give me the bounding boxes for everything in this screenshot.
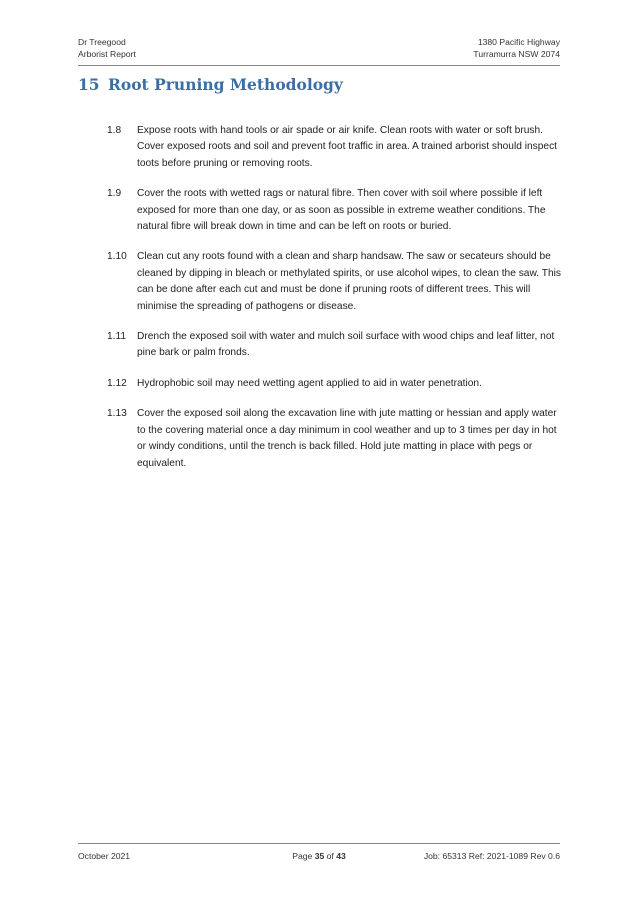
list-item-text: Expose roots with hand tools or air spade or air knife. Clean roots with water or soft brush. Cover exposed roots and soil and prevent foot traffic in area. A trained arborist should inspect toots before pruning or removing roots. xyxy=(137,125,558,169)
footer-page-current: 35 xyxy=(314,851,325,861)
list-item xyxy=(107,376,562,392)
header-report-type: Arborist Report xyxy=(78,48,136,59)
list-item-number: 1.8 xyxy=(107,125,122,136)
list-item xyxy=(107,123,562,172)
list-item-number: 1.13 xyxy=(107,408,127,420)
list-item-text: Drench the exposed soil with water and mulch soil surface with wood chips and leaf litter, not pine bark or palm fronds. xyxy=(137,331,555,359)
numbered-list xyxy=(107,123,562,486)
footer-page-prefix: Page xyxy=(292,851,313,861)
list-item-number: 1.9 xyxy=(107,188,122,200)
list-item xyxy=(107,249,562,315)
header-address-street: 1380 Pacific Highway xyxy=(477,37,560,47)
section-title: Root Pruning Methodology xyxy=(108,75,343,94)
footer-date: October 2021 xyxy=(78,851,131,861)
header-author: Dr Treegood xyxy=(78,37,126,47)
footer-page-of: of xyxy=(326,851,334,861)
footer-job-ref: Job: 65313 Ref: 2021-1089 Rev 0.6 xyxy=(423,851,560,861)
section-heading xyxy=(78,75,343,94)
section-number: 15 xyxy=(78,75,100,94)
header-left xyxy=(78,37,136,60)
footer-page-total: 43 xyxy=(336,851,346,861)
list-item-number: 1.10 xyxy=(107,251,127,263)
list-item xyxy=(107,186,562,235)
list-item-text: Cover the roots with wetted rags or natural fibre. Then cover with soil where possible if left exposed for more than one day, or as soon as possible in extreme weather conditions. The natural fibre will break down in time and can be left on roots or buried. xyxy=(137,188,546,233)
list-item xyxy=(107,329,562,362)
list-item-number: 1.11 xyxy=(107,331,127,343)
list-item xyxy=(107,406,562,472)
header-address-suburb: Turramurra NSW 2074 xyxy=(473,48,560,59)
list-item-number: 1.12 xyxy=(107,377,127,389)
list-item-text: Clean cut any roots found with a clean and sharp handsaw. The saw or secateurs should be cleaned by dipping in bleach or methylated spirits, or use alcohol wipes, to clean the saw. This can be done after each cut and must be done if pruning roots of different trees. This will minimise the spreading of pathogens or disease. xyxy=(137,251,561,312)
header-right xyxy=(473,37,560,60)
list-item-text: Hydrophobic soil may need wetting agent applied to aid in water penetration. xyxy=(137,377,482,389)
page-header xyxy=(78,37,560,66)
list-item-text: Cover the exposed soil along the excavation line with jute matting or hessian and apply water to the covering material once a day minimum in cool weather and up to 3 times per day in hot or windy conditions, until the trench is back filled. Hold jute matting in place with pegs or equivalent. xyxy=(137,408,557,469)
page-footer xyxy=(78,843,560,864)
